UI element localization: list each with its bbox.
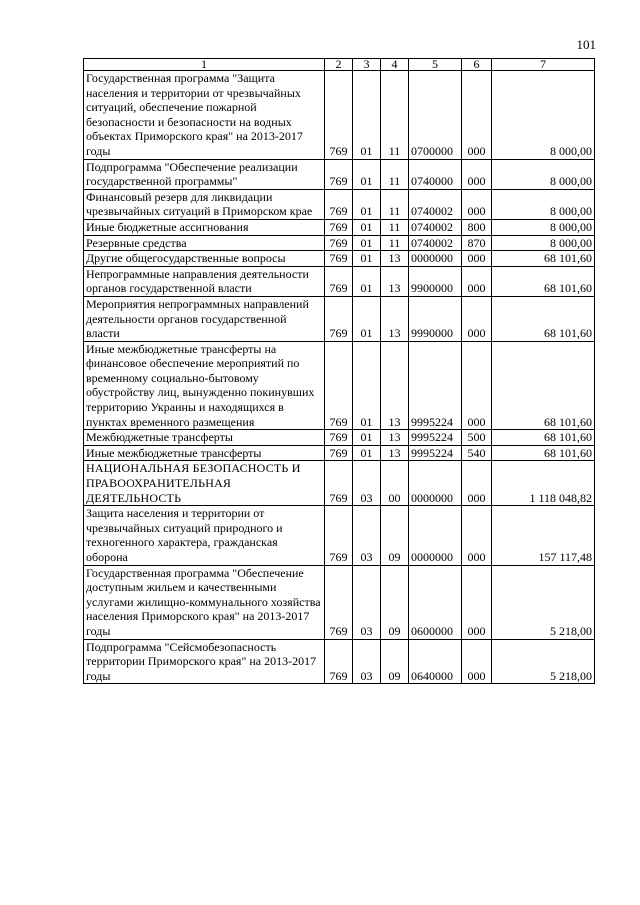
row-code-target: 0740002 bbox=[409, 219, 462, 235]
table-row bbox=[84, 266, 595, 296]
row-code-expense-type: 000 bbox=[462, 296, 492, 341]
row-name: Резервные средства bbox=[84, 235, 325, 251]
row-code-expense-type: 000 bbox=[462, 506, 492, 565]
row-code-target: 0600000 bbox=[409, 565, 462, 639]
header-col-6: 6 bbox=[462, 59, 492, 71]
row-name: Государственная программа "Обеспечение доступным жильем и качественными услугами жилищно-коммунального хозяйства населения Приморского края" на 2013-2017 годы bbox=[84, 565, 325, 639]
row-code-subsection: 11 bbox=[381, 71, 409, 160]
table-row bbox=[84, 235, 595, 251]
row-name: Иные межбюджетные трансферты на финансовое обеспечение мероприятий по временному социально-бытовому обустройству лиц, вынужденно покинувших территорию Украины и находящихся в пунктах временного размещения bbox=[84, 341, 325, 430]
table-row bbox=[84, 506, 595, 565]
row-code-subsection: 11 bbox=[381, 219, 409, 235]
row-amount: 8 000,00 bbox=[492, 159, 595, 189]
row-name: Иные межбюджетные трансферты bbox=[84, 445, 325, 461]
row-code-expense-type: 000 bbox=[462, 639, 492, 684]
table-row bbox=[84, 296, 595, 341]
row-code-target: 0740002 bbox=[409, 235, 462, 251]
row-code-subsection: 13 bbox=[381, 266, 409, 296]
row-code-target: 0000000 bbox=[409, 506, 462, 565]
row-code-section: 01 bbox=[353, 430, 381, 446]
row-code-target: 0740002 bbox=[409, 189, 462, 219]
page-number: 101 bbox=[576, 37, 596, 52]
table-row bbox=[84, 445, 595, 461]
row-code-expense-type: 000 bbox=[462, 341, 492, 430]
row-code-target: 9995224 bbox=[409, 445, 462, 461]
row-code-expense-type: 000 bbox=[462, 159, 492, 189]
row-name: Мероприятия непрограммных направлений деятельности органов государственной власти bbox=[84, 296, 325, 341]
header-col-7: 7 bbox=[492, 59, 595, 71]
row-amount: 8 000,00 bbox=[492, 71, 595, 160]
row-code-ministry: 769 bbox=[325, 296, 353, 341]
row-code-ministry: 769 bbox=[325, 71, 353, 160]
header-col-3: 3 bbox=[353, 59, 381, 71]
row-code-ministry: 769 bbox=[325, 266, 353, 296]
row-code-ministry: 769 bbox=[325, 219, 353, 235]
row-code-section: 01 bbox=[353, 296, 381, 341]
row-amount: 8 000,00 bbox=[492, 189, 595, 219]
row-code-expense-type: 870 bbox=[462, 235, 492, 251]
row-code-expense-type: 000 bbox=[462, 565, 492, 639]
row-code-subsection: 13 bbox=[381, 251, 409, 267]
row-code-ministry: 769 bbox=[325, 235, 353, 251]
row-code-ministry: 769 bbox=[325, 565, 353, 639]
row-code-target: 0640000 bbox=[409, 639, 462, 684]
row-code-section: 01 bbox=[353, 189, 381, 219]
row-name: Финансовый резерв для ликвидации чрезвычайных ситуаций в Приморском крае bbox=[84, 189, 325, 219]
row-code-ministry: 769 bbox=[325, 251, 353, 267]
row-code-section: 03 bbox=[353, 565, 381, 639]
row-code-section: 01 bbox=[353, 445, 381, 461]
row-name: Защита населения и территории от чрезвычайных ситуаций природного и техногенного характера, гражданская оборона bbox=[84, 506, 325, 565]
row-code-target: 0000000 bbox=[409, 251, 462, 267]
row-amount: 68 101,60 bbox=[492, 445, 595, 461]
row-amount: 68 101,60 bbox=[492, 251, 595, 267]
row-code-subsection: 13 bbox=[381, 445, 409, 461]
row-code-ministry: 769 bbox=[325, 506, 353, 565]
row-code-subsection: 13 bbox=[381, 296, 409, 341]
header-col-4: 4 bbox=[381, 59, 409, 71]
row-code-expense-type: 800 bbox=[462, 219, 492, 235]
row-amount: 68 101,60 bbox=[492, 430, 595, 446]
row-code-ministry: 769 bbox=[325, 639, 353, 684]
row-code-subsection: 09 bbox=[381, 506, 409, 565]
row-code-section: 03 bbox=[353, 461, 381, 506]
row-code-subsection: 13 bbox=[381, 341, 409, 430]
table-row bbox=[84, 189, 595, 219]
row-code-section: 03 bbox=[353, 506, 381, 565]
row-name: Подпрограмма "Обеспечение реализации государственной программы" bbox=[84, 159, 325, 189]
table-row bbox=[84, 565, 595, 639]
header-col-2: 2 bbox=[325, 59, 353, 71]
row-code-subsection: 00 bbox=[381, 461, 409, 506]
row-code-expense-type: 000 bbox=[462, 189, 492, 219]
row-amount: 8 000,00 bbox=[492, 219, 595, 235]
budget-table bbox=[83, 58, 595, 684]
row-code-target: 9995224 bbox=[409, 430, 462, 446]
header-col-1: 1 bbox=[84, 59, 325, 71]
row-code-subsection: 09 bbox=[381, 639, 409, 684]
row-code-target: 0700000 bbox=[409, 71, 462, 160]
row-amount: 8 000,00 bbox=[492, 235, 595, 251]
row-amount: 68 101,60 bbox=[492, 296, 595, 341]
table-row bbox=[84, 461, 595, 506]
row-amount: 157 117,48 bbox=[492, 506, 595, 565]
header-row bbox=[84, 59, 595, 71]
table-row bbox=[84, 251, 595, 267]
row-code-section: 01 bbox=[353, 159, 381, 189]
row-code-expense-type: 000 bbox=[462, 461, 492, 506]
row-code-subsection: 11 bbox=[381, 159, 409, 189]
row-code-ministry: 769 bbox=[325, 159, 353, 189]
row-code-subsection: 09 bbox=[381, 565, 409, 639]
row-code-target: 0740000 bbox=[409, 159, 462, 189]
row-amount: 1 118 048,82 bbox=[492, 461, 595, 506]
row-code-expense-type: 000 bbox=[462, 251, 492, 267]
row-amount: 5 218,00 bbox=[492, 639, 595, 684]
table-row bbox=[84, 159, 595, 189]
row-name: Государственная программа "Защита населения и территории от чрезвычайных ситуаций, обеспечение пожарной безопасности и безопасности на водных объектах Приморского края" на 2013-2017 годы bbox=[84, 71, 325, 160]
row-code-subsection: 11 bbox=[381, 235, 409, 251]
row-amount: 68 101,60 bbox=[492, 266, 595, 296]
row-name: Другие общегосударственные вопросы bbox=[84, 251, 325, 267]
row-code-target: 0000000 bbox=[409, 461, 462, 506]
row-code-expense-type: 000 bbox=[462, 266, 492, 296]
row-code-subsection: 13 bbox=[381, 430, 409, 446]
table-row bbox=[84, 430, 595, 446]
row-code-expense-type: 500 bbox=[462, 430, 492, 446]
row-code-section: 01 bbox=[353, 219, 381, 235]
row-name: Иные бюджетные ассигнования bbox=[84, 219, 325, 235]
row-code-target: 9900000 bbox=[409, 266, 462, 296]
row-code-expense-type: 000 bbox=[462, 71, 492, 160]
row-code-ministry: 769 bbox=[325, 445, 353, 461]
row-code-section: 01 bbox=[353, 71, 381, 160]
row-code-subsection: 11 bbox=[381, 189, 409, 219]
row-code-section: 01 bbox=[353, 235, 381, 251]
row-name: Непрограммные направления деятельности органов государственной власти bbox=[84, 266, 325, 296]
row-amount: 68 101,60 bbox=[492, 341, 595, 430]
row-code-section: 03 bbox=[353, 639, 381, 684]
row-code-ministry: 769 bbox=[325, 461, 353, 506]
row-name: Межбюджетные трансферты bbox=[84, 430, 325, 446]
row-code-target: 9990000 bbox=[409, 296, 462, 341]
row-name: НАЦИОНАЛЬНАЯ БЕЗОПАСНОСТЬ И ПРАВООХРАНИТЕЛЬНАЯ ДЕЯТЕЛЬНОСТЬ bbox=[84, 461, 325, 506]
table-row bbox=[84, 341, 595, 430]
row-code-section: 01 bbox=[353, 251, 381, 267]
row-name: Подпрограмма "Сейсмобезопасность территории Приморского края" на 2013-2017 годы bbox=[84, 639, 325, 684]
table-row bbox=[84, 639, 595, 684]
row-code-section: 01 bbox=[353, 341, 381, 430]
header-col-5: 5 bbox=[409, 59, 462, 71]
table-row bbox=[84, 71, 595, 160]
row-code-ministry: 769 bbox=[325, 430, 353, 446]
row-code-target: 9995224 bbox=[409, 341, 462, 430]
row-amount: 5 218,00 bbox=[492, 565, 595, 639]
row-code-ministry: 769 bbox=[325, 341, 353, 430]
row-code-section: 01 bbox=[353, 266, 381, 296]
row-code-expense-type: 540 bbox=[462, 445, 492, 461]
row-code-ministry: 769 bbox=[325, 189, 353, 219]
table-row bbox=[84, 219, 595, 235]
